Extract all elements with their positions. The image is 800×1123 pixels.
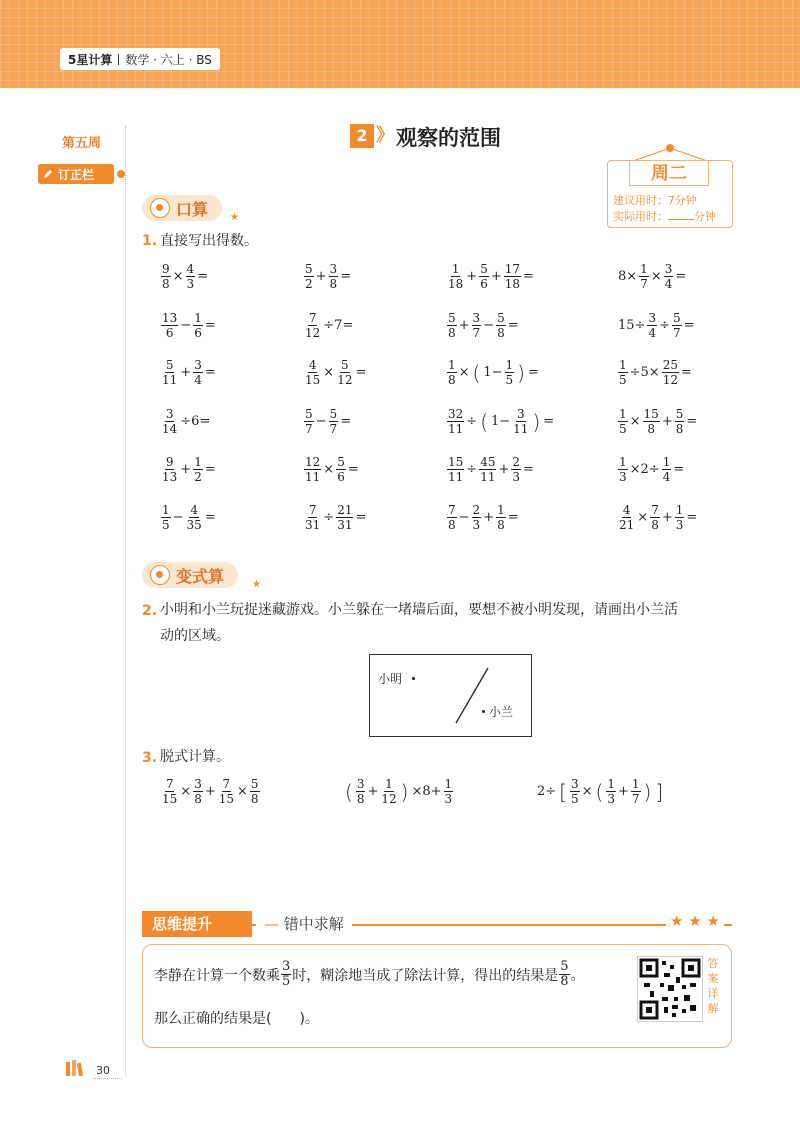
difficulty-stars: ★ ★ ★ xyxy=(666,912,724,930)
math-expression: $\frac{13}{6}$ − $\frac{1}{6}$ = xyxy=(162,311,216,340)
section-badge-oral xyxy=(142,195,222,221)
question-3-number: 3. xyxy=(142,750,158,766)
card-pin xyxy=(666,144,674,152)
thinking-line-2: 那么正确的结果是( )。 xyxy=(154,1011,319,1027)
qr-code-icon[interactable] xyxy=(637,956,703,1022)
section-badge-variant xyxy=(142,562,238,588)
pencil-icon xyxy=(42,168,54,180)
math-expression: $\frac{1}{5}$ × $\frac{15}{8}$ + $\frac{5}{8}$ = xyxy=(619,407,698,436)
actual-time-blank xyxy=(668,219,694,220)
question-2-text-line2: 动的区域。 xyxy=(160,628,230,644)
qr-label: 答案详解 xyxy=(707,957,719,1015)
wall-line xyxy=(370,655,530,735)
day-title: 周二 xyxy=(629,160,709,186)
math-expression: $\frac{5}{2}$ + $\frac{3}{8}$ = xyxy=(305,262,352,291)
math-expression: $\frac{1}{3}$ ×2÷ $\frac{1}{4}$ = xyxy=(619,455,685,484)
fraction xyxy=(559,960,569,989)
thinking-line-1 xyxy=(154,960,585,989)
lesson-number: 2 xyxy=(350,124,374,148)
books-icon xyxy=(64,1060,94,1076)
lesson-title: 观察的范围 xyxy=(396,126,501,150)
series-name: 5星计算 xyxy=(68,52,113,67)
week-label: 第五周 xyxy=(62,136,102,151)
section-variant-label: 变式算 xyxy=(176,566,225,586)
thinking-text-middle: 时，糊涂地当成了除法计算，得出的结果是 xyxy=(292,967,559,984)
math-expression: $\frac{7}{15}$ × $\frac{3}{8}$ + $\frac{7}{15}$ × $\frac{5}{8}$ xyxy=(162,777,259,806)
math-expression: $\frac{7}{8}$ − $\frac{2}{3}$ + $\frac{1}{8}$ = xyxy=(448,503,519,532)
math-expression: $\frac{4}{15}$ × $\frac{5}{12}$ = xyxy=(305,358,367,387)
thinking-subtitle-text: 错中求解 xyxy=(283,915,344,933)
math-expression: $\frac{9}{8}$ × $\frac{4}{3}$ = xyxy=(162,262,209,291)
section-oral-label: 口算 xyxy=(176,199,209,219)
star-icon: ★ xyxy=(252,579,261,590)
page-number: 30 xyxy=(96,1064,110,1077)
footer-dotted-line xyxy=(94,1078,122,1079)
fraction-numerator: 5 xyxy=(560,959,569,974)
math-expression: $\frac{4}{21}$ × $\frac{7}{8}$ + $\frac{1}{3}$ = xyxy=(619,503,698,532)
qr-pattern xyxy=(638,957,702,1021)
diagram-label-ming: 小明 xyxy=(378,672,403,686)
target-icon xyxy=(150,565,170,585)
actual-time-suffix: 分钟 xyxy=(694,210,716,223)
dash-icon: — xyxy=(264,915,279,933)
fraction-denominator: 8 xyxy=(560,974,569,989)
math-expression: 2÷ [ $\frac{3}{5}$ × ( $\frac{1}{3}$ + $\frac{1}{7}$ ) ] xyxy=(537,777,664,806)
math-expression: $\frac{5}{8}$ + $\frac{3}{7}$ − $\frac{5}{8}$ = xyxy=(448,311,519,340)
margin-dotted-line xyxy=(125,126,126,1076)
math-expression: $\frac{12}{11}$ × $\frac{5}{6}$ = xyxy=(305,455,359,484)
math-expression: $\frac{7}{31}$ ÷ $\frac{21}{31}$ = xyxy=(305,503,367,532)
star-icon: ★ xyxy=(230,212,239,223)
book-label xyxy=(60,48,220,70)
math-expression: $\frac{5}{11}$ + $\frac{3}{4}$ = xyxy=(162,358,216,387)
question-1-number: 1. xyxy=(142,233,158,249)
thinking-text-prefix: 李静在计算一个数乘 xyxy=(154,967,280,984)
question-3-text: 脱式计算。 xyxy=(160,749,230,765)
thinking-text-suffix: 。 xyxy=(570,967,585,984)
actual-time-prefix: 实际用时： xyxy=(613,210,668,223)
correction-tag-label: 订正栏 xyxy=(58,167,95,182)
correction-tag xyxy=(38,164,114,184)
question-2-number: 2. xyxy=(142,603,158,619)
chevron-right-icon: 》 xyxy=(376,125,394,146)
thinking-subtitle xyxy=(256,913,352,935)
tag-dot xyxy=(117,170,125,178)
hider-point xyxy=(482,710,485,713)
actual-time xyxy=(613,208,716,224)
stopwatch-icon xyxy=(150,198,170,218)
fraction-denominator: 5 xyxy=(282,974,291,989)
math-expression: $\frac{1}{5}$ − $\frac{4}{35}$ = xyxy=(162,503,216,532)
thinking-badge: 思维提升 xyxy=(142,911,252,937)
math-expression: $\frac{1}{5}$ ÷5× $\frac{25}{12}$ = xyxy=(619,358,692,387)
fraction xyxy=(281,960,291,989)
math-expression: $\frac{15}{11}$ ÷ $\frac{45}{11}$ + $\frac{2}{3}$ = xyxy=(448,455,534,484)
math-expression: $\frac{1}{18}$ + $\frac{5}{6}$ + $\frac{17}{18}$ = xyxy=(448,262,534,291)
math-expression: 8× $\frac{1}{7}$ × $\frac{3}{4}$ = xyxy=(618,262,687,291)
header-rule xyxy=(0,88,800,90)
label-separator xyxy=(118,54,119,65)
math-expression: $\frac{9}{13}$ + $\frac{1}{2}$ = xyxy=(162,455,216,484)
header-band xyxy=(0,0,800,88)
fraction-numerator: 3 xyxy=(282,959,291,974)
diagram-label-lan: 小兰 xyxy=(489,705,514,719)
math-expression: $\frac{7}{12}$ ÷7= xyxy=(305,311,354,340)
math-expression: $\frac{1}{8}$ × ( 1− $\frac{1}{5}$ ) = xyxy=(448,358,539,387)
subject-name: 数学 · 六上 · BS xyxy=(125,52,212,67)
question-1-text: 直接写出得数。 xyxy=(160,233,258,249)
math-expression: 15÷ $\frac{3}{4}$ ÷ $\frac{5}{7}$ = xyxy=(618,311,695,340)
hide-and-seek-diagram xyxy=(369,654,532,737)
suggested-time: 建议用时：7分钟 xyxy=(613,194,697,207)
math-expression: $\frac{32}{11}$ ÷ ( 1− $\frac{3}{11}$ ) = xyxy=(448,407,555,436)
math-expression: $\frac{5}{7}$ − $\frac{5}{7}$ = xyxy=(305,407,352,436)
question-2-text-line1: 小明和小兰玩捉迷藏游戏。小兰躲在一堵墙后面，要想不被小明发现，请画出小兰活 xyxy=(160,602,678,618)
math-expression: ( $\frac{3}{8}$ + $\frac{1}{12}$ ) ×8+ $\frac{1}{3}$ xyxy=(345,777,453,806)
math-expression: $\frac{3}{14}$ ÷6= xyxy=(162,407,211,436)
